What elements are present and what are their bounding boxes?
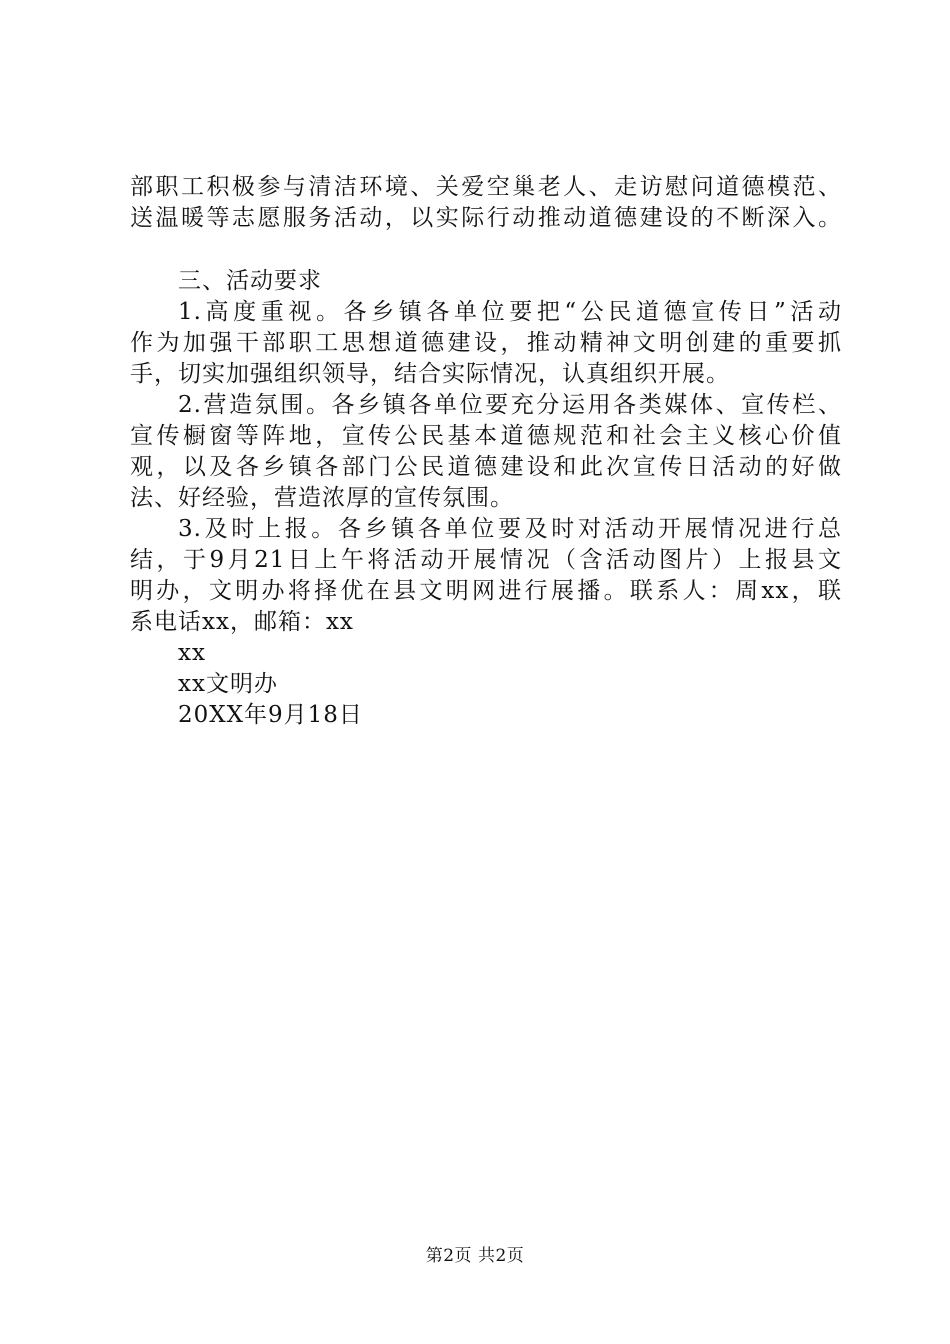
page-footer (0, 1244, 950, 1268)
signature-date: 20XX年9月18日 (178, 702, 363, 728)
document-body (130, 172, 842, 731)
intro-line-1: 部职工积极参与清洁环境、关爱空巢老人、走访慰问道德模范、 (130, 174, 842, 200)
requirement-3-line-1: 3.及时上报。各乡镇各单位要及时对活动开展情况进行总 (178, 516, 842, 542)
intro-line-2: 送温暖等志愿服务活动，以实际行动推动道德建设的不断深入。 (130, 205, 842, 231)
paragraph-gap (130, 234, 842, 266)
page-number: 第2页 共2页 (425, 1246, 525, 1266)
requirement-1-line-2: 作为加强干部职工思想道德建设，推动精神文明创建的重要抓 (130, 330, 842, 356)
requirement-1-line-3: 手，切实加强组织领导，结合实际情况，认真组织开展。 (130, 361, 730, 387)
signature-line: xx (178, 640, 206, 666)
requirement-2-line-1: 2.营造氛围。各乡镇各单位要充分运用各类媒体、宣传栏、 (178, 392, 842, 418)
signature-office: xx文明办 (178, 671, 278, 697)
section-heading: 三、活动要求 (178, 268, 322, 294)
requirement-3-line-2: 结，于9月21日上午将活动开展情况（含活动图片）上报县文 (130, 547, 842, 573)
requirement-2-line-4: 法、好经验，营造浓厚的宣传氛围。 (130, 485, 514, 511)
requirement-2-line-2: 宣传橱窗等阵地，宣传公民基本道德规范和社会主义核心价值 (130, 423, 842, 449)
requirement-1-line-1: 1.高度重视。各乡镇各单位要把“公民道德宣传日”活动 (178, 299, 842, 325)
requirement-3-line-3: 明办，文明办将择优在县文明网进行展播。联系人：周xx，联 (130, 578, 842, 604)
requirement-3-line-4: 系电话xx，邮箱：xx (130, 609, 354, 635)
requirement-2-line-3: 观，以及各乡镇各部门公民道德建设和此次宣传日活动的好做 (130, 454, 842, 480)
